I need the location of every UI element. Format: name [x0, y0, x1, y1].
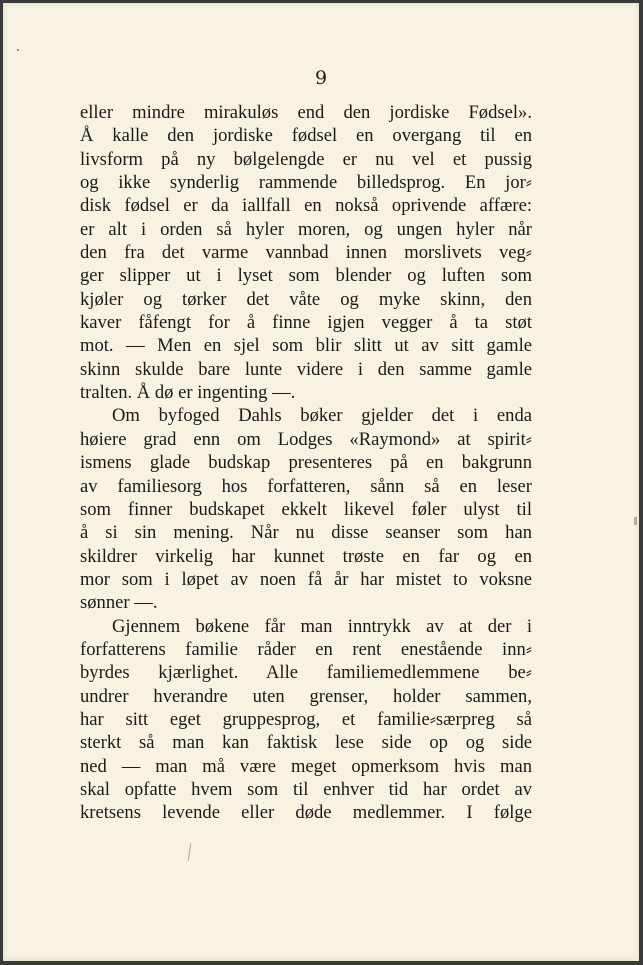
- page-number: 9: [314, 67, 328, 89]
- text-line: sønner —.: [80, 592, 158, 614]
- paragraph: [80, 101, 532, 404]
- text-line: har sitt eget gruppesprog, et familie⸗særpreg så: [80, 708, 532, 730]
- paper-speck: [17, 49, 19, 51]
- text-line: kaver fåfengt for å finne igjen vegger å ta støt: [80, 312, 532, 334]
- paragraph: [80, 615, 532, 825]
- text-line: ismens glade budskap presenteres på en bakgrunn: [80, 452, 532, 474]
- book-page: [3, 3, 639, 961]
- text-line: av familiesorg hos forfatteren, sånn så en leser: [80, 475, 532, 497]
- text-line: og ikke synderlig rammende billedsprog. En jor⸗: [80, 172, 532, 194]
- text-line: Gjennem bøkene får man inntrykk av at der i: [112, 615, 532, 637]
- text-line: byrdes kjærlighet. Alle familiemedlemmene be⸗: [80, 662, 532, 684]
- paragraph: [80, 404, 532, 614]
- text-line: skildrer virkelig har kunnet trøste en far og en: [80, 545, 532, 567]
- text-line: ned — man må være meget opmerksom hvis man: [80, 755, 532, 777]
- pencil-mark: [188, 843, 191, 861]
- text-line: skinn skulde bare lunte videre i den samme gamle: [80, 358, 532, 380]
- text-line: høiere grad enn om Lodges «Raymond» at spirit⸗: [80, 428, 532, 450]
- text-line: livsform på ny bølgelengde er nu vel et pussig: [80, 148, 532, 170]
- text-line: mot. — Men en sjel som blir slitt ut av sitt gamle: [80, 335, 532, 357]
- text-line: Om byfoged Dahls bøker gjelder det i enda: [112, 405, 532, 427]
- text-line: mor som i løpet av noen få år har mistet to voksne: [80, 568, 532, 590]
- text-line: som finner budskapet ekkelt likevel føler ulyst til: [80, 498, 532, 520]
- text-line: ger slipper ut i lyset som blender og luften som: [80, 265, 532, 287]
- body-text: [80, 101, 532, 825]
- text-line: tralten. Å dø er ingenting —.: [80, 382, 296, 404]
- text-line: eller mindre mirakuløs end den jordiske Fødsel».: [80, 102, 532, 123]
- text-line: disk fødsel er da iallfall en nokså oprivende affære:: [80, 195, 532, 217]
- text-line: forfatterens familie råder en rent enestående inn⸗: [80, 638, 532, 660]
- text-line: Å kalle den jordiske fødsel en overgang til en: [80, 125, 532, 147]
- text-line: kretsens levende eller døde medlemmer. I følge: [80, 802, 532, 824]
- text-line: skal opfatte hvem som til enhver tid har ordet av: [80, 778, 532, 800]
- text-line: sterkt så man kan faktisk lese side op og side: [80, 732, 532, 754]
- text-line: er alt i orden så hyler moren, og ungen hyler når: [80, 218, 532, 240]
- paper-speck: [634, 517, 637, 525]
- text-line: den fra det varme vannbad innen morslivets veg⸗: [80, 242, 532, 264]
- text-line: kjøler og tørker det våte og myke skinn, den: [80, 288, 532, 310]
- text-line: å si sin mening. Når nu disse seanser som han: [80, 522, 532, 544]
- text-line: undrer hverandre uten grenser, holder sammen,: [80, 685, 532, 707]
